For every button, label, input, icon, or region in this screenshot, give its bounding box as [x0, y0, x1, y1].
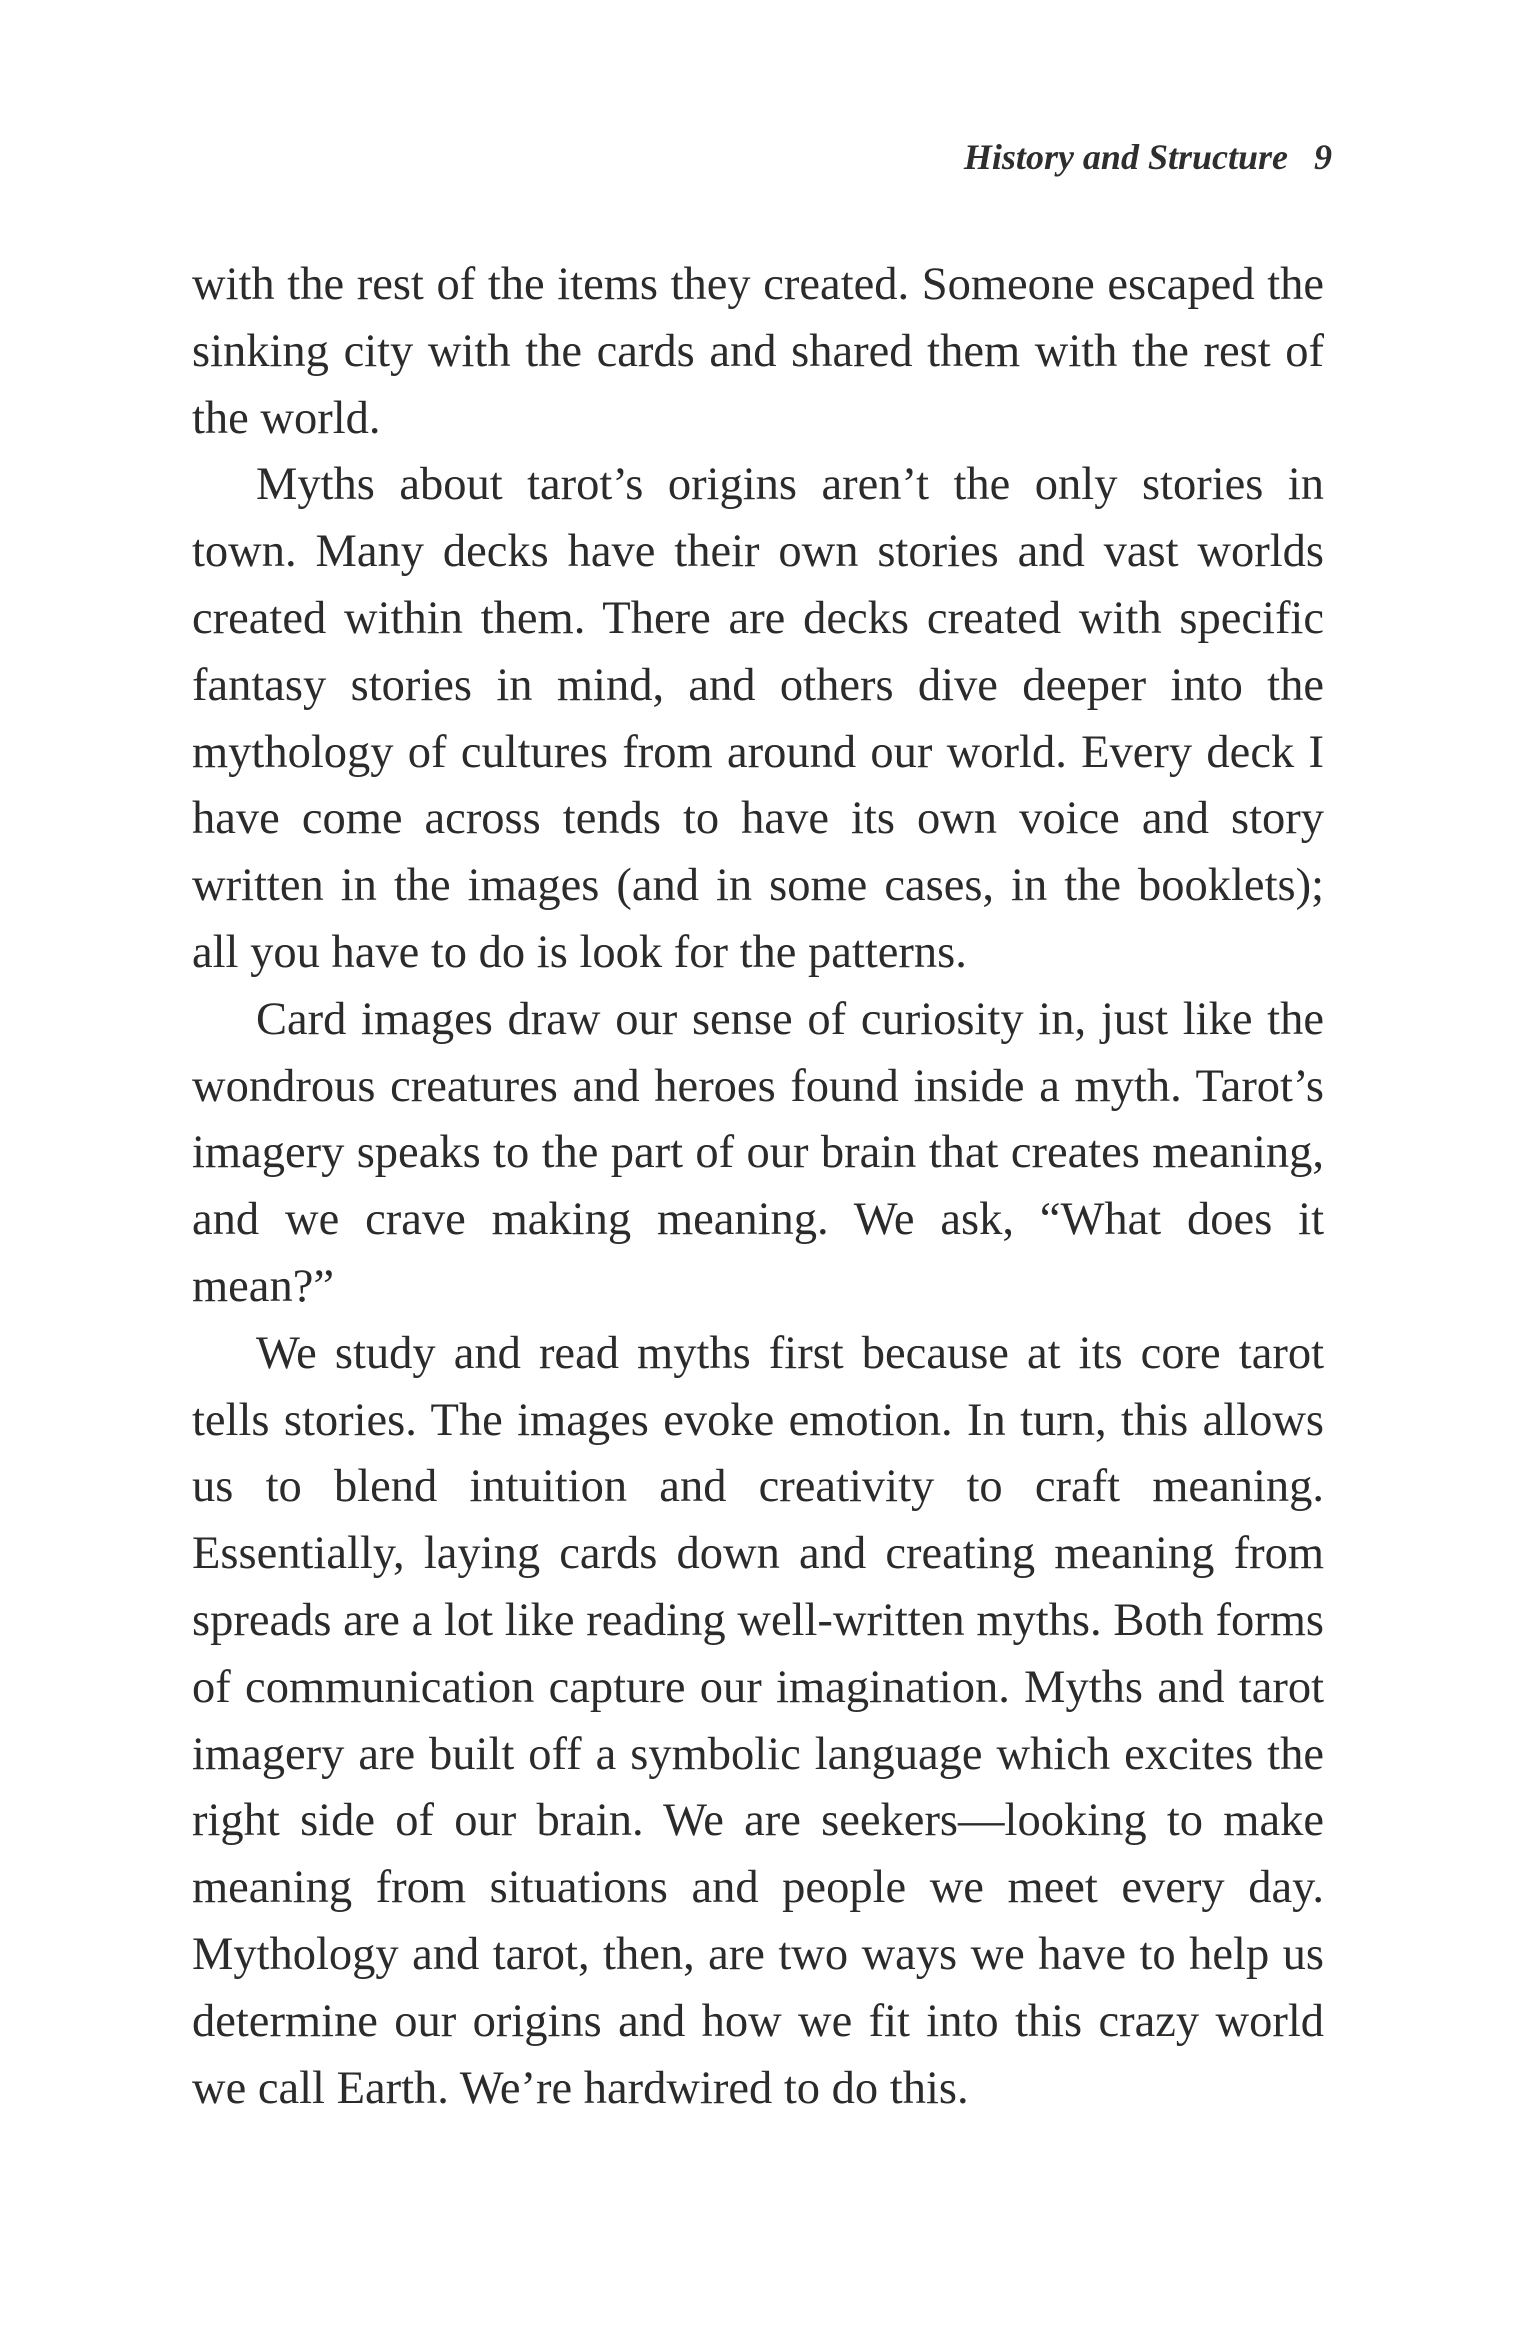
paragraph-continued: with the rest of the items they created. Someone escaped the sinking city with the cards and shared them with the rest of the world. — [192, 259, 1324, 444]
paragraph: We study and read myths first because at its core tarot tells stories. The images evoke emotion. In turn, this allows us to blend intuition and creativity to craft meaning. Essentially, laying cards down and creating meaning from spreads are a lot like reading well-written myths. Both forms of communication capture our imagination. Myths and tarot imagery are built off a symbolic language which excites the right side of our brain. We are seekers—looking to make meaning from situations and people we meet every day. Mythology and tarot, then, are two ways we have to help us determine our origins and how we fit into this crazy world we call Earth. We’re hardwired to do this. — [192, 1327, 1324, 2114]
body-text — [192, 252, 1324, 2122]
header-title: History and Structure — [963, 137, 1288, 177]
page-number: 9 — [1314, 137, 1332, 177]
paragraph: Myths about tarot’s origins aren’t the only stories in town. Many decks have their own stories and vast worlds created within them. There are decks created with specific fantasy stories in mind, and others dive deeper into the mythology of cultures from around our world. Every deck I have come across tends to have its own voice and story written in the images (and in some cases, in the booklets); all you have to do is look for the patterns. — [192, 459, 1324, 978]
paragraph: Card images draw our sense of curiosity in, just like the wondrous creatures and heroes found inside a myth. Tarot’s imagery speaks to the part of our brain that creates meaning, and we crave making meaning. We ask, “What does it mean?” — [192, 993, 1324, 1312]
running-header — [964, 136, 1332, 178]
